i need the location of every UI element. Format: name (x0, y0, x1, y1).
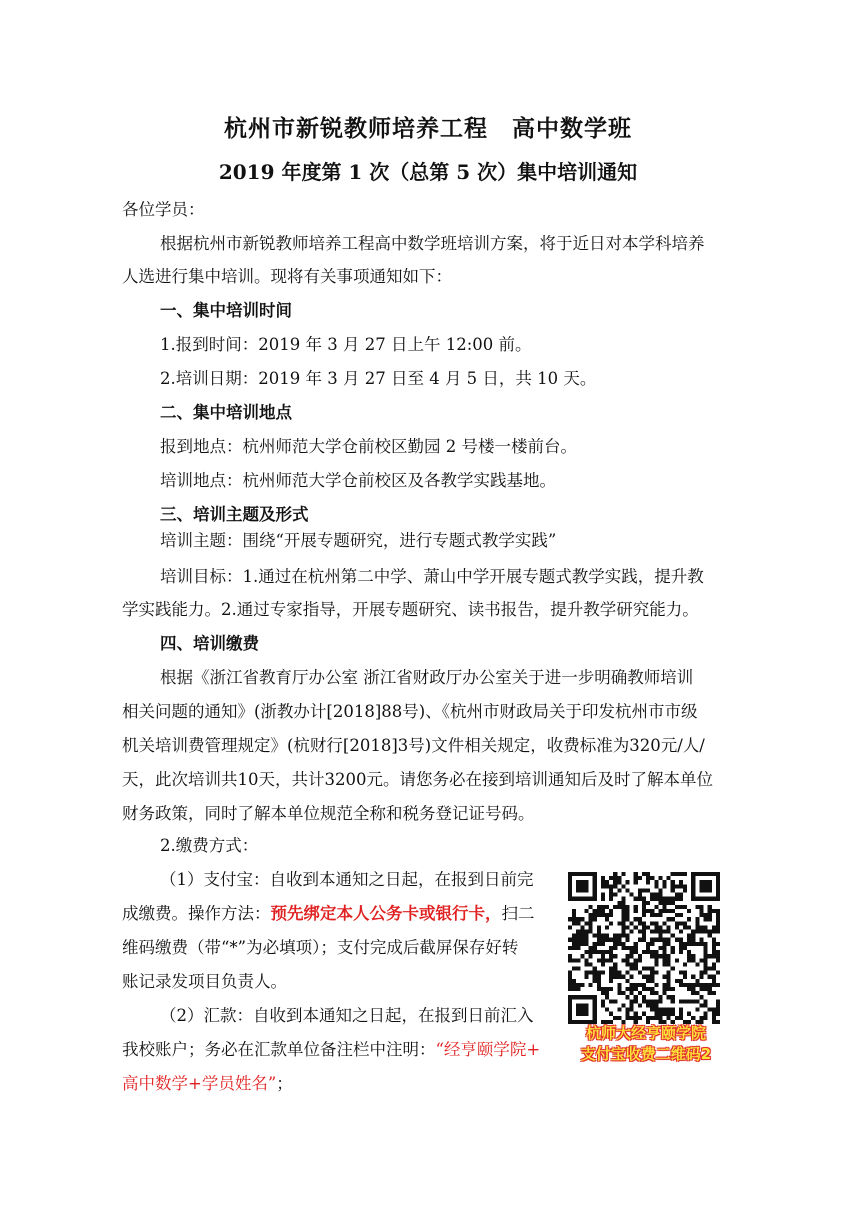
transfer-line-end: ； (276, 1074, 293, 1093)
section-2-item-1: 报到地点：杭州师范大学仓前校区勤园 2 号楼一楼前台。 (160, 437, 577, 456)
qr-caption-line-2 (548, 1043, 744, 1064)
alipay-highlight: 预先绑定本人公务卡或银行卡， (270, 904, 502, 923)
alipay-instruction-label: 成缴费。操作方法： (122, 904, 271, 923)
intro-line-1: 根据杭州市新锐教师培养工程高中数学班培训方案，将于近日对本学科培养 (160, 234, 705, 253)
section-3-theme: 培训主题：围绕“开展专题研究，进行专题式教学实践” (160, 531, 557, 550)
transfer-instruction: 我校账户；务必在汇款单位备注栏中注明： (122, 1040, 436, 1059)
section-3-goal-line-2: 学实践能力。2.通过专家指导，开展专题研究、读书报告，提升教学研究能力。 (122, 600, 699, 619)
page-title: 杭州市新锐教师培养工程 高中数学班 (224, 115, 632, 142)
transfer-line-2 (122, 1039, 540, 1061)
alipay-line-2 (122, 903, 535, 925)
greeting: 各位学员： (122, 200, 205, 219)
section-4-para-line-4: 天，此次培训共10天，共计3200元。请您务必在接到培训通知后及时了解本单位 (122, 770, 713, 789)
section-4-heading: 四、培训缴费 (160, 634, 259, 653)
transfer-remark-highlight-1: “经亨颐学院+ (435, 1040, 541, 1059)
section-2-item-2: 培训地点：杭州师范大学仓前校区及各教学实践基地。 (160, 471, 556, 490)
section-4-para-line-2: 相关问题的通知》(浙教办计[2018]88号)、《杭州市财政局关于印发杭州市市级 (122, 702, 698, 721)
transfer-line-3 (122, 1073, 293, 1095)
qr-code-icon (568, 872, 720, 1024)
intro-line-2: 人选进行集中培训。现将有关事项通知如下： (122, 267, 452, 286)
alipay-instruction-tail: 扫二 (501, 904, 535, 923)
payment-method-heading: 2.缴费方式： (160, 836, 259, 855)
section-3-goal-line-1: 培训目标：1.通过在杭州第二中学、萧山中学开展专题式教学实践，提升教 (160, 567, 704, 586)
transfer-line-1: （2）汇款：自收到本通知之日起，在报到日前汇入 (160, 1006, 534, 1025)
section-4-para-line-3: 机关培训费管理规定》(杭财行[2018]3号)文件相关规定，收费标准为320元/人/ (122, 736, 705, 755)
section-4-para-line-1: 根据《浙江省教育厅办公室 浙江省财政厅办公室关于进一步明确教师培训 (160, 668, 694, 687)
section-1-item-2: 2.培训日期：2019 年 3 月 27 日至 4 月 5 日，共 10 天。 (160, 369, 597, 388)
section-1-heading: 一、集中培训时间 (160, 301, 292, 320)
section-1-item-1: 1.报到时间：2019 年 3 月 27 日上午 12:00 前。 (160, 335, 532, 354)
qr-caption-text-1: 杭师大经亨颐学院 (585, 1024, 706, 1042)
qr-caption-text-2: 支付宝收费二维码2 (580, 1045, 712, 1063)
section-4-para-line-5: 财务政策，同时了解本单位规范全称和税务登记证号码。 (122, 804, 535, 823)
page-subtitle: 2019 年度第 1 次（总第 5 次）集中培训通知 (218, 160, 638, 184)
section-3-heading: 三、培训主题及形式 (160, 505, 309, 524)
alipay-line-3: 维码缴费（带“*”为必填项）；支付完成后截屏保存好转 (122, 938, 519, 957)
transfer-remark-highlight-2: 高中数学+学员姓名” (122, 1074, 277, 1093)
qr-code-graphic (568, 872, 720, 1024)
qr-caption-line-1 (548, 1022, 744, 1043)
alipay-line-1: （1）支付宝：自收到本通知之日起，在报到日前完 (160, 870, 534, 889)
section-2-heading: 二、集中培训地点 (160, 403, 292, 422)
alipay-line-4: 账记录发项目负责人。 (122, 972, 287, 991)
